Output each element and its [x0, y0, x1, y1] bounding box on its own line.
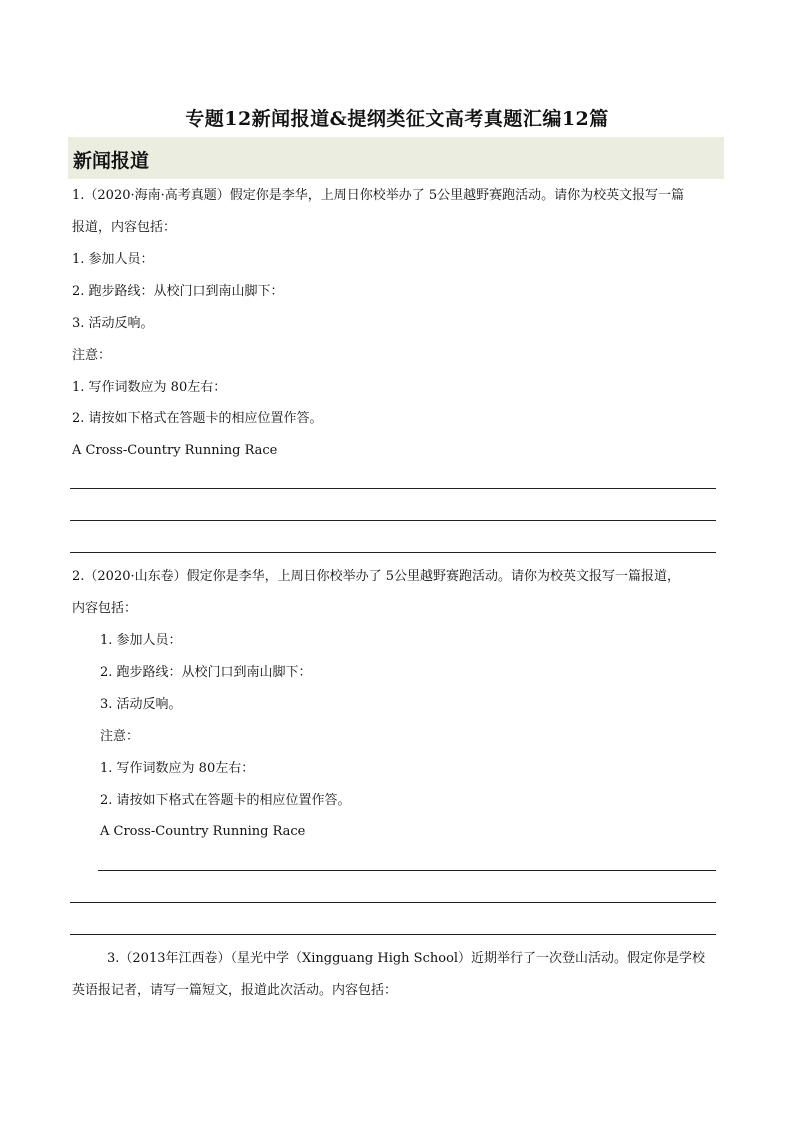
q3-prompt-line-1: 3.（2013年江西卷）（星光中学（Xingguang High School）近期举行了一次登山活动。假定你是学校 — [107, 951, 706, 966]
answer-line — [98, 870, 716, 871]
q1-item: 3. 活动反响。 — [72, 316, 154, 331]
answer-line — [70, 902, 716, 903]
answer-line — [70, 552, 716, 553]
section-header — [68, 137, 724, 179]
q1-item: 2. 跑步路线：从校门口到南山脚下： — [72, 284, 284, 299]
q1-item: 1. 参加人员： — [72, 252, 154, 267]
q2-prompt-line-1: 2.（2020·山东卷）假定你是李华，上周日你校举办了 5公里越野赛跑活动。请你为校英文报写一篇报道， — [72, 569, 681, 584]
q1-note-label: 注意： — [72, 348, 112, 363]
q2-note: 1. 写作词数应为 80左右： — [100, 761, 255, 776]
q1-note: 2. 请按如下格式在答题卡的相应位置作答。 — [72, 411, 323, 426]
answer-line — [70, 520, 716, 521]
answer-line — [70, 488, 716, 489]
q2-note: 2. 请按如下格式在答题卡的相应位置作答。 — [100, 793, 351, 808]
q1-prompt-line-1: 1.（2020·海南·高考真题）假定你是李华，上周日你校举办了 5公里越野赛跑活动。请你为校英文报写一篇 — [72, 188, 685, 203]
q1-note: 1. 写作词数应为 80左右： — [72, 380, 227, 395]
q2-essay-title: A Cross-Country Running Race — [100, 824, 306, 839]
q2-item: 2. 跑步路线：从校门口到南山脚下： — [100, 665, 312, 680]
q1-prompt-line-2: 报道，内容包括： — [72, 220, 177, 235]
page-title: 专题12新闻报道&提纲类征文高考真题汇编12篇 — [185, 108, 609, 130]
q2-note-label: 注意： — [100, 729, 140, 744]
answer-line — [70, 934, 716, 935]
q1-essay-title: A Cross-Country Running Race — [72, 443, 278, 458]
q3-prompt-line-2: 英语报记者，请写一篇短文，报道此次活动。内容包括： — [72, 983, 398, 998]
section-title: 新闻报道 — [73, 150, 150, 172]
q2-item: 1. 参加人员： — [100, 633, 182, 648]
q2-item: 3. 活动反响。 — [100, 697, 182, 712]
q2-prompt-line-2: 内容包括： — [72, 601, 138, 616]
